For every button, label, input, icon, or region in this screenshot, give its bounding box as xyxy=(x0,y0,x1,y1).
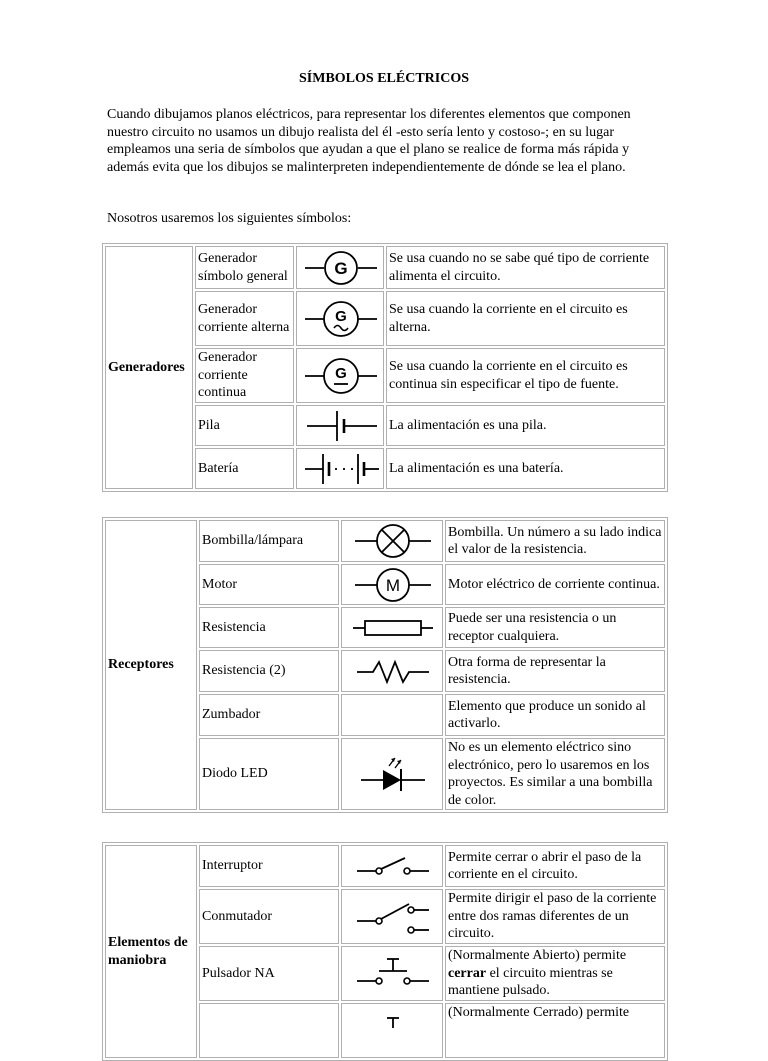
symbol-name: Generador corriente continua xyxy=(195,348,294,403)
symbol-name: Conmutador xyxy=(199,889,339,944)
symbol-description: Permite dirigir el paso de la corriente entre dos ramas diferentes de un circuito. xyxy=(445,889,665,944)
pushbutton-no-icon xyxy=(341,946,443,1001)
buzzer-icon-cell xyxy=(341,694,443,736)
resistor-box-icon xyxy=(341,607,443,648)
svg-text:M: M xyxy=(385,575,401,595)
table-row xyxy=(105,845,665,887)
battery-icon xyxy=(296,448,384,489)
symbol-description: Bombilla. Un número a su lado indica el valor de la resistencia. xyxy=(445,520,665,562)
symbol-name: Generador símbolo general xyxy=(195,246,294,289)
changeover-switch-icon xyxy=(341,889,443,944)
symbol-name: Pulsador NA xyxy=(199,946,339,1001)
symbol-description: Elemento que produce un sonido al activarlo. xyxy=(445,694,665,736)
generator-ac-icon xyxy=(296,291,384,346)
symbol-description: La alimentación es una batería. xyxy=(386,448,665,489)
symbol-name: Generador corriente alterna xyxy=(195,291,294,346)
generators-table xyxy=(102,243,668,492)
symbol-description: Se usa cuando no se sabe qué tipo de corriente alimenta el circuito. xyxy=(386,246,665,289)
symbol-name: Interruptor xyxy=(199,845,339,887)
symbol-description: Motor eléctrico de corriente continua. xyxy=(445,564,665,605)
switch-icon xyxy=(341,845,443,887)
svg-text:G: G xyxy=(335,307,347,325)
symbol-name: Batería xyxy=(195,448,294,489)
symbol-description xyxy=(445,946,665,1001)
symbol-name: Motor xyxy=(199,564,339,605)
category-label: Receptores xyxy=(105,520,197,810)
intro-paragraph: Cuando dibujamos planos eléctricos, para representar los diferentes elementos que componen nuestro circuito no usamos un dibujo realista del él -esto sería lento y costoso-; en su lugar empleamos una seria de símbolos que ayudan a que el plano se realice de forma más rápida y además evita que los dibujos se malinterpreten independientemente de dónde se lea el plano. xyxy=(107,107,631,175)
symbol-name: Diodo LED xyxy=(199,738,339,810)
symbol-description: La alimentación es una pila. xyxy=(386,405,665,446)
symbol-name: Resistencia xyxy=(199,607,339,648)
symbol-description: Se usa cuando la corriente en el circuito es alterna. xyxy=(386,291,665,346)
svg-text:G: G xyxy=(334,258,348,278)
symbol-name: Zumbador xyxy=(199,694,339,736)
symbol-description: Otra forma de representar la resistencia. xyxy=(445,650,665,692)
lamp-icon xyxy=(341,520,443,562)
table-row xyxy=(105,520,665,562)
page-title: SÍMBOLOS ELÉCTRICOS xyxy=(299,71,469,86)
cell-icon xyxy=(296,405,384,446)
description-emphasis: cerrar xyxy=(448,965,487,981)
switching-elements-table xyxy=(102,842,668,1061)
symbol-description: Se usa cuando la corriente en el circuito es continua sin especificar el tipo de fuente. xyxy=(386,348,665,403)
pushbutton-nc-icon xyxy=(341,1003,443,1058)
symbol-name: Resistencia (2) xyxy=(199,650,339,692)
symbol-name xyxy=(199,1003,339,1058)
generator-dc-icon xyxy=(296,348,384,403)
symbol-description: (Normalmente Cerrado) permite xyxy=(445,1003,665,1058)
description-text: el circuito mientras se mantiene pulsado. xyxy=(448,965,613,999)
symbol-name: Bombilla/lámpara xyxy=(199,520,339,562)
motor-icon xyxy=(341,564,443,605)
category-label: Elementos de maniobra xyxy=(105,845,197,1058)
lead-sentence: Nosotros usaremos los siguientes símbolos: xyxy=(107,211,352,226)
symbol-description: Permite cerrar o abrir el paso de la corriente en el circuito. xyxy=(445,845,665,887)
resistor-zigzag-icon xyxy=(341,650,443,692)
symbol-description: No es un elemento eléctrico sino electrónico, pero lo usaremos en los proyectos. Es similar a una bombilla de color. xyxy=(445,738,665,810)
led-icon xyxy=(341,738,443,810)
receptors-table xyxy=(102,517,668,813)
svg-text:G: G xyxy=(335,364,347,382)
table-row xyxy=(105,246,665,289)
symbol-name: Pila xyxy=(195,405,294,446)
category-label: Generadores xyxy=(105,246,193,489)
description-text: (Normalmente Abierto) permite xyxy=(448,948,627,964)
symbol-description: Puede ser una resistencia o un receptor cualquiera. xyxy=(445,607,665,648)
generator-g-icon xyxy=(296,246,384,289)
